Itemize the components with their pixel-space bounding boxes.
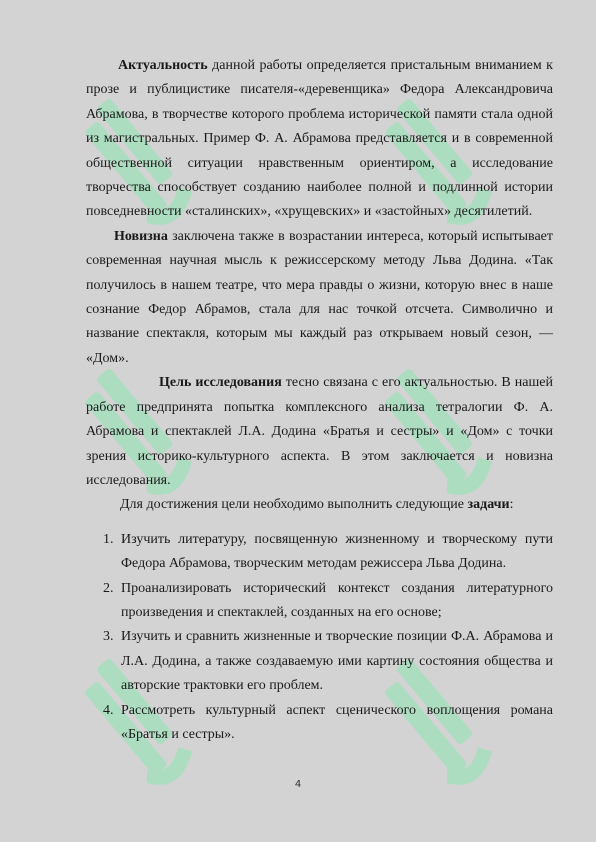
list-item-number: 4. bbox=[103, 702, 114, 718]
novelty-heading: Новизна bbox=[114, 228, 168, 244]
actuality-text: данной работы определяется пристальным вниманием к прозе и публицистике писателя-«деревенщика» Федора Александровича Абрамова, в творчестве которого проблема исторической памяти стала одной из магистральных. Пример Ф. А. Абрамова представляется и в современной общественной ситуации нравственным ориентиром, а исследование творчества способствует созданию наиболее полной и подлинной истории повседневности «сталинских», «хрущевских» и «застойных» десятилетий. bbox=[86, 58, 553, 220]
list-item-number: 1. bbox=[103, 531, 114, 547]
goal-text: тесно связана с его актуальностью. В нашей работе предпринята попытка комплексного анализа тетралогии Ф. А. Абрамова и спектаклей Л.А. Додина «Братья и сестры» и «Дом» с точки зрения историко-культурного аспекта. В этом заключается и новизна исследования. bbox=[86, 375, 553, 488]
list-item-text: Изучить и сравнить жизненные и творческие позиции Ф.А. Абрамова и Л.А. Додина, а также создаваемую ими картину состояния общества и авторские трактовки его проблем. bbox=[121, 629, 553, 694]
list-item-text: Рассмотреть культурный аспект сценического воплощения романа «Братья и сестры». bbox=[121, 702, 553, 742]
tasks-intro-text: Для достижения цели необходимо выполнить следующие bbox=[120, 497, 468, 513]
list-item bbox=[86, 577, 553, 626]
page-number: 4 bbox=[294, 779, 302, 790]
tasks-intro-colon: : bbox=[509, 497, 514, 513]
list-item bbox=[86, 528, 553, 577]
novelty-paragraph bbox=[86, 225, 553, 371]
list-item-number: 3. bbox=[103, 629, 114, 645]
tasks-heading: задачи bbox=[467, 497, 510, 513]
list-item-text: Проанализировать исторический контекст создания литературного произведения и спектаклей, созданных на его основе; bbox=[121, 580, 553, 620]
list-item-text: Изучить литературу, посвященную жизненному и творческому пути Федора Абрамова, творческим методам режиссера Льва Додина. bbox=[121, 531, 553, 572]
novelty-text: заключена также в возрастании интереса, который испытывает современная научная мысль к режиссерскому методу Льва Додина. «Так получилось в нашем театре, что мера правды о жизни, которую внес в наше сознание Федор Абрамов, стала для нас точкой отсчета. Символично и название спектакля, которым мы каждый раз открываем новый сезон, — «Дом». bbox=[86, 228, 553, 366]
list-item bbox=[86, 625, 553, 698]
goal-paragraph bbox=[86, 371, 553, 493]
tasks-list bbox=[86, 528, 553, 748]
list-item bbox=[86, 699, 553, 748]
actuality-heading: Актуальность bbox=[118, 58, 208, 73]
document-body bbox=[86, 54, 553, 747]
goal-heading: Цель исследования bbox=[159, 375, 282, 391]
tasks-intro bbox=[86, 493, 553, 517]
actuality-paragraph bbox=[86, 54, 553, 225]
list-item-number: 2. bbox=[103, 580, 114, 596]
